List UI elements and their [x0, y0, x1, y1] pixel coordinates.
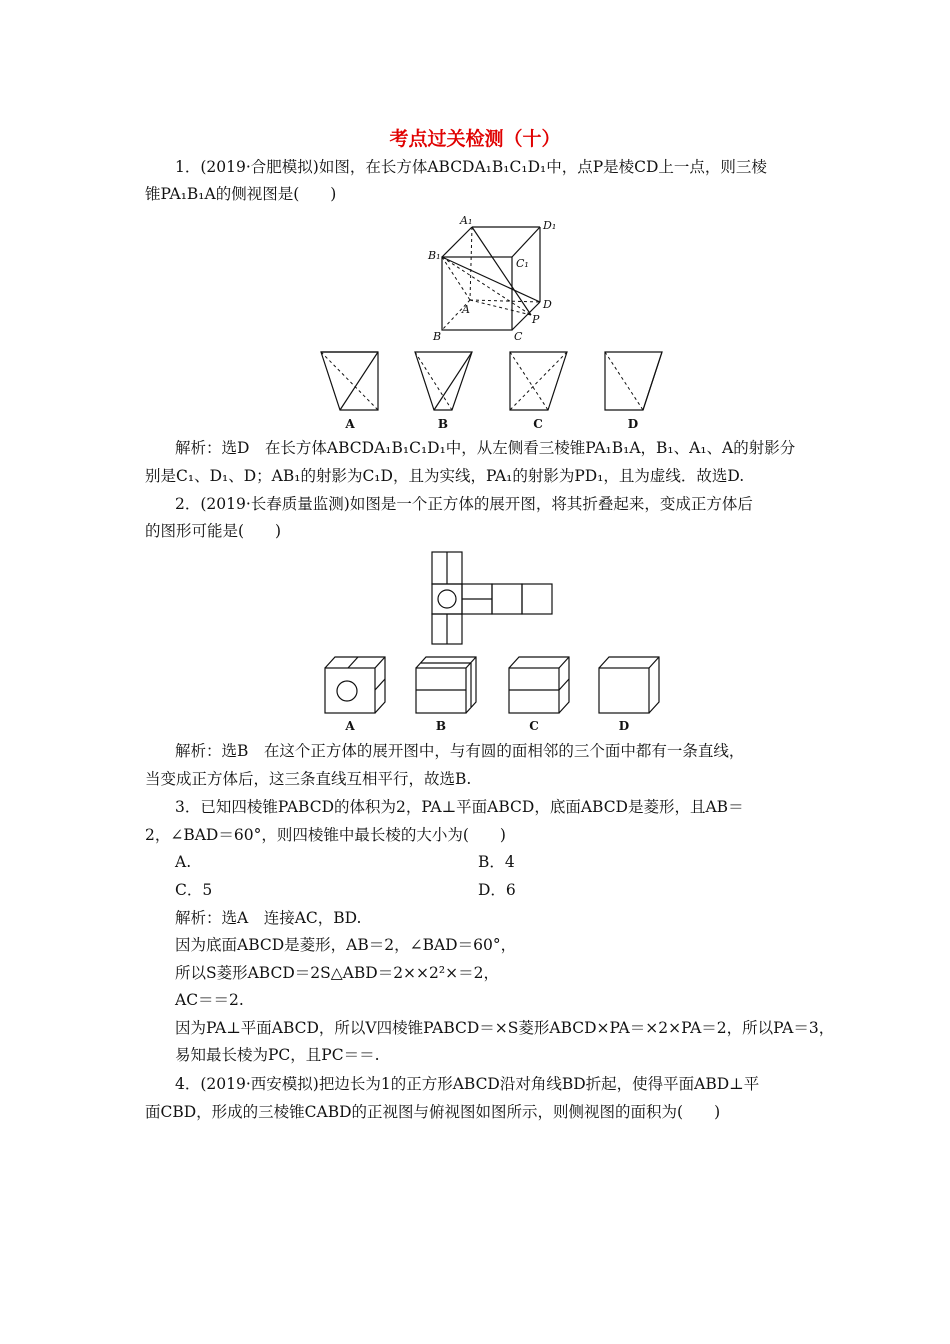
label-b: B: [433, 330, 442, 343]
q4-line-1: 4．(2019·西安模拟)把边长为1的正方形ABCD沿对角线BD折起，使得平面ABD⊥平: [175, 1075, 760, 1093]
q1-option-a-label: A: [345, 417, 355, 431]
label-c: C: [514, 330, 523, 343]
q2-option-c-label: C: [529, 719, 539, 733]
q3-solution-line-4: AC＝＝2.: [175, 991, 244, 1009]
q4-line-2: 面CBD，形成的三棱锥CABD的正视图与俯视图如图所示，则侧视图的面积为( ): [145, 1103, 721, 1121]
q2-line-2: 的图形可能是( ): [145, 522, 282, 540]
q1-option-b-label: B: [437, 417, 449, 431]
label-p: P: [532, 313, 540, 326]
q2-option-d-label: D: [618, 719, 630, 733]
q2-solution-line-2: 当变成正方体后，这三条直线互相平行，故选B.: [145, 770, 472, 788]
q3-choice-a: A.: [175, 853, 192, 871]
q3-solution-line-3: 所以S菱形ABCD＝2S△ABD＝2××2²×＝2，: [175, 964, 499, 982]
q3-line-1: 3．已知四棱锥PABCD的体积为2，PA⊥平面ABCD，底面ABCD是菱形，且AB＝: [175, 798, 744, 816]
q1-solution-line-2: 别是C₁、D₁、D；AB₁的射影为C₁D，且为实线，PA₁的射影为PD₁，且为虚线．故选D.: [145, 467, 745, 485]
q2-solution-line-1: 解析：选B 在这个正方体的展开图中，与有圆的面相邻的三个面中都有一条直线，: [175, 742, 745, 760]
q3-line-2: 2，∠BAD＝60°，则四棱锥中最长棱的大小为( ): [145, 826, 506, 844]
q3-solution-line-5: 因为PA⊥平面ABCD，所以V四棱锥PABCD＝×S菱形ABCD×PA＝×2×PA＝2，所以PA＝3，: [175, 1019, 835, 1037]
q3-choice-b: B．4: [478, 853, 515, 871]
q1-solution-line-1: 解析：选D 在长方体ABCDA₁B₁C₁D₁中，从左侧看三棱锥PA₁B₁A，B₁、A₁、A的射影分: [175, 439, 796, 457]
label-a1: A₁: [460, 214, 473, 227]
page-title: 考点过关检测（十）: [389, 128, 561, 150]
q3-choice-c: C．5: [175, 881, 213, 899]
label-b1: B₁: [428, 249, 441, 262]
q2-option-b-label: B: [435, 719, 447, 733]
label-d1: D₁: [543, 219, 557, 232]
q3-solution-line-2: 因为底面ABCD是菱形，AB＝2，∠BAD＝60°，: [175, 936, 517, 954]
q3-solution-line-1: 解析：选A 连接AC，BD.: [175, 909, 362, 927]
q1-option-c-label: C: [533, 417, 543, 431]
q2-line-1: 2．(2019·长春质量监测)如图是一个正方体的展开图，将其折叠起来，变成正方体后: [175, 495, 753, 513]
q1-line-2: 锥PA₁B₁A的侧视图是( ): [145, 185, 337, 203]
q1-option-d-label: D: [627, 417, 639, 431]
label-a: A: [462, 303, 470, 316]
q3-solution-line-6: 易知最长棱为PC，且PC＝＝.: [175, 1046, 380, 1064]
label-c1: C₁: [516, 257, 529, 270]
label-d: D: [543, 298, 552, 311]
q3-choice-d: D．6: [478, 881, 516, 899]
q1-line-1: 1．(2019·合肥模拟)如图，在长方体ABCDA₁B₁C₁D₁中，点P是棱CD上一点，则三棱: [175, 158, 767, 176]
q2-option-a-label: A: [345, 719, 355, 733]
